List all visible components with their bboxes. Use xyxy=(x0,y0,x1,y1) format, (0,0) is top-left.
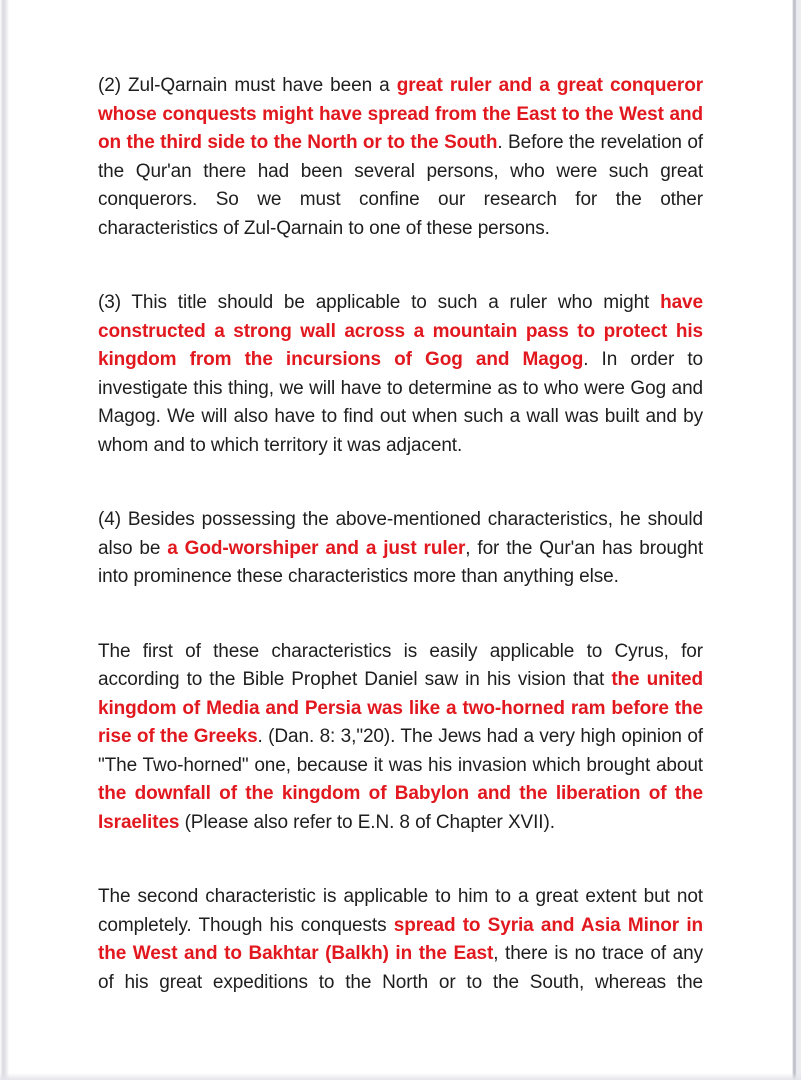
text-run: , for the Qur'an has brought into prominence these characteristics more than anything else. xyxy=(98,537,704,587)
page-edge-right xyxy=(790,0,801,1080)
paragraph-point-3 xyxy=(98,289,703,460)
paragraph-first-characteristic xyxy=(98,638,703,838)
text-run: The second characteristic is applicable to him to a great extent but not completely. Though his conquests xyxy=(98,886,703,936)
text-run: (Please also refer to E.N. 8 of Chapter XVII). xyxy=(179,811,555,833)
emphasized-text-run: the united kingdom of Media and Persia was like a two-horned ram before the rise of the Greeks xyxy=(98,669,703,747)
emphasized-text-run: have constructed a strong wall across a mountain pass to protect his kingdom from the incursions of Gog and Magog xyxy=(98,292,703,370)
text-run: (3) This title should be applicable to such a ruler who might xyxy=(98,292,661,313)
document-body xyxy=(98,72,703,997)
paragraph-point-4 xyxy=(98,506,703,592)
emphasized-text-run: great ruler and a great conqueror whose conquests might have spread from the East to the West and on the third side to the North or to the South xyxy=(98,75,703,153)
paragraph-second-characteristic xyxy=(98,883,703,997)
text-run: . Before the revelation of the Qur'an there had been several persons, who were such great conquerors. So we must confine our research for the other characteristics of Zul-Qarnain to one of these persons. xyxy=(98,132,703,239)
page-edge-left xyxy=(0,0,9,1080)
emphasized-text-run: a God-worshiper and a just ruler xyxy=(167,537,466,559)
text-run: (4) Besides possessing the above-mentioned characteristics, he should also be xyxy=(98,509,703,559)
text-run: The first of these characteristics is easily applicable to Cyrus, for according to the Bible Prophet Daniel saw in his vision that xyxy=(98,640,703,690)
paragraph-point-2 xyxy=(98,72,703,243)
emphasized-text-run: the downfall of the kingdom of Babylon and the liberation of the Israelites xyxy=(98,783,703,833)
text-run: . In order to investigate this thing, we will have to determine as to who were Gog and Magog. We will also have to find out when such a wall was built and by whom and to which territory it was adjacent. xyxy=(98,349,703,456)
page-edge-bottom xyxy=(0,1073,801,1080)
emphasized-text-run: spread to Syria and Asia Minor in the West and to Bakhtar (Balkh) in the East xyxy=(98,914,704,964)
text-run: (2) Zul-Qarnain must have been a xyxy=(98,75,397,96)
text-run: , there is no trace of any of his great expeditions to the North or to the South, whereas the xyxy=(98,943,703,993)
text-run: . (Dan. 8: 3,"20). The Jews had a very high opinion of "The Two-horned" one, because it was his invasion which brought about xyxy=(98,726,703,776)
